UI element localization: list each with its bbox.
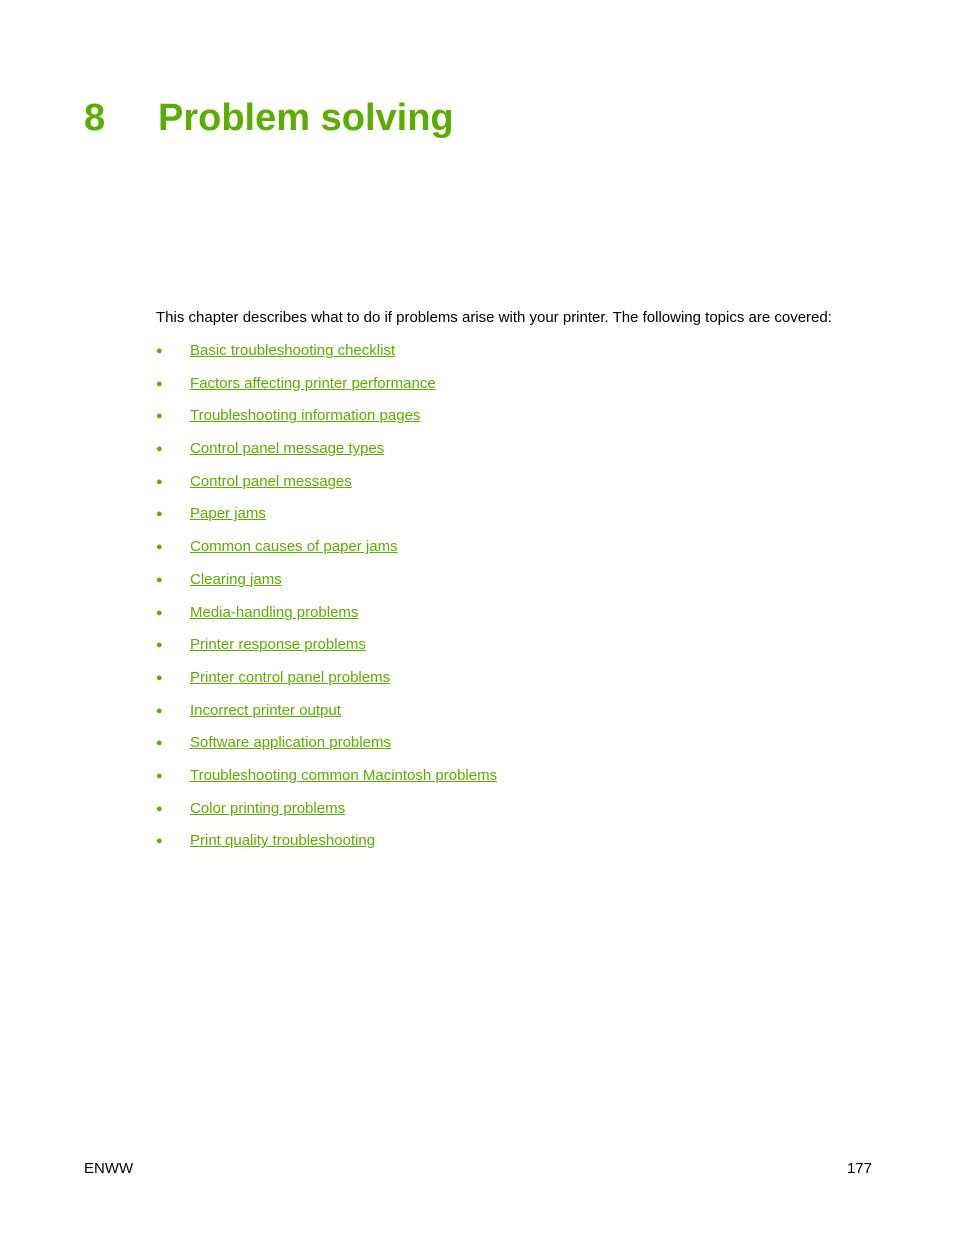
list-item [156, 374, 497, 407]
chapter-title: Problem solving [158, 97, 454, 139]
bullet-icon: ● [156, 802, 163, 815]
topic-link[interactable]: Print quality troubleshooting [190, 832, 376, 850]
topic-link[interactable]: Control panel message types [190, 440, 385, 458]
bullet-icon: ● [156, 345, 163, 357]
bullet-icon: ● [156, 704, 163, 717]
topic-link[interactable]: Clearing jams [190, 570, 282, 588]
topic-link[interactable]: Control panel messages [190, 472, 352, 490]
bullet-icon: ● [156, 639, 163, 652]
bullet-icon: ● [156, 769, 163, 782]
topic-link[interactable]: Color printing problems [190, 799, 346, 817]
bullet-icon: ● [156, 541, 163, 554]
topic-link[interactable]: Paper jams [190, 505, 266, 523]
topic-link[interactable]: Troubleshooting information pages [190, 407, 421, 425]
bullet-icon: ● [156, 835, 163, 848]
topic-link[interactable]: Basic troubleshooting checklist [190, 342, 396, 359]
bullet-icon: ● [156, 475, 163, 488]
list-item [156, 766, 497, 799]
list-item [156, 439, 497, 472]
topic-link[interactable]: Factors affecting printer performance [190, 374, 436, 392]
bullet-icon: ● [156, 573, 163, 586]
bullet-icon: ● [156, 671, 163, 684]
topic-link[interactable]: Software application problems [190, 734, 391, 752]
page-number: 177 [846, 1160, 872, 1177]
bullet-icon: ● [156, 443, 163, 456]
bullet-icon: ● [156, 377, 163, 390]
footer-label: ENWW [84, 1160, 134, 1177]
list-item [156, 570, 497, 603]
topic-link[interactable]: Common causes of paper jams [190, 538, 398, 556]
list-item [156, 733, 497, 766]
intro-paragraph: This chapter describes what to do if problems arise with your printer. The following topics are covered: [156, 309, 832, 326]
list-item [156, 603, 497, 636]
topic-list [156, 341, 497, 864]
list-item [156, 537, 497, 570]
topic-link[interactable]: Printer control panel problems [190, 668, 391, 686]
list-item [156, 701, 497, 734]
topic-link[interactable]: Media-handling problems [190, 603, 359, 621]
chapter-heading [84, 92, 454, 144]
list-item [156, 635, 497, 668]
list-item [156, 799, 497, 832]
chapter-number: 8 [84, 97, 106, 139]
bullet-icon: ● [156, 410, 163, 423]
list-item [156, 406, 497, 439]
list-item [156, 472, 497, 505]
bullet-icon: ● [156, 606, 163, 619]
list-item [156, 341, 497, 374]
list-item [156, 668, 497, 701]
bullet-icon: ● [156, 508, 163, 521]
bullet-icon: ● [156, 737, 163, 750]
topic-link[interactable]: Troubleshooting common Macintosh problems [190, 766, 498, 784]
topic-link[interactable]: Printer response problems [190, 636, 366, 654]
list-item [156, 504, 497, 537]
list-item [156, 831, 497, 864]
topic-link[interactable]: Incorrect printer output [190, 701, 341, 719]
